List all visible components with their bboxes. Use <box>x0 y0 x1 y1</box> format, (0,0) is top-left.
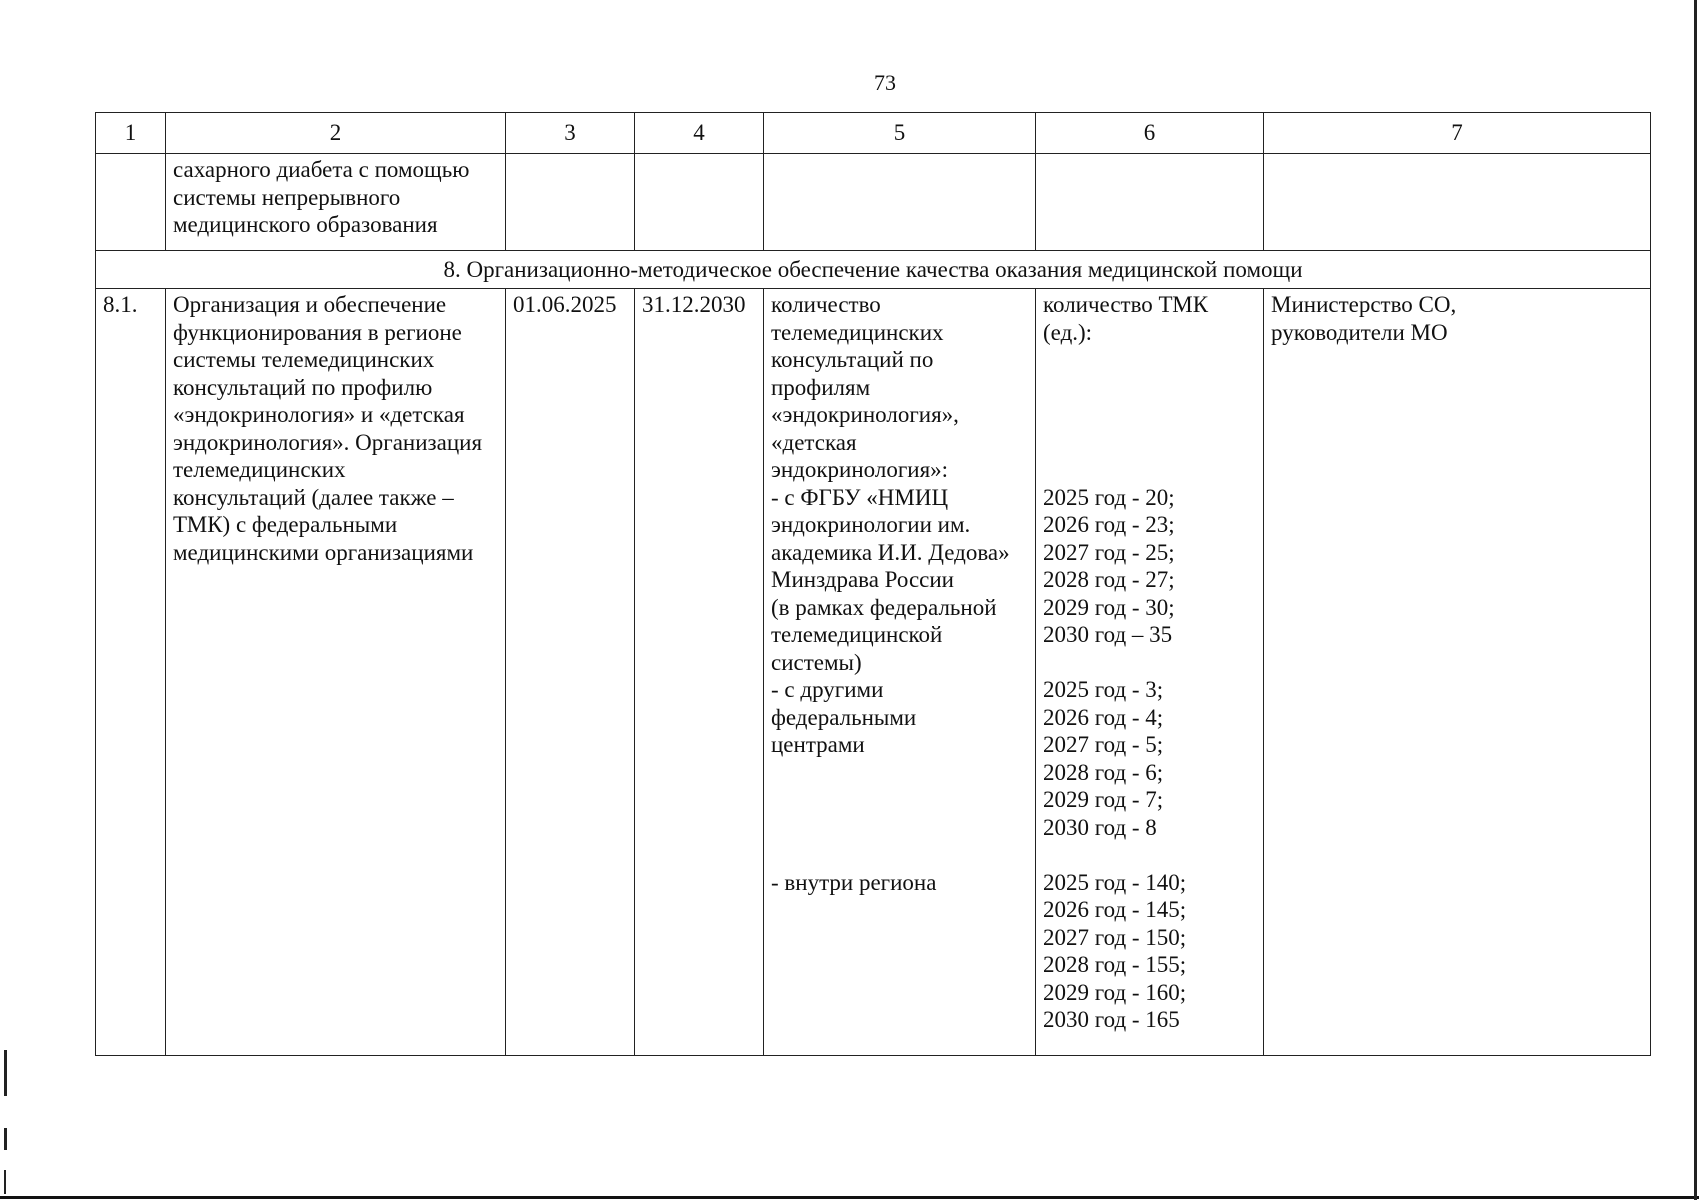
value-other-line: 2025 год - 3; <box>1043 677 1164 702</box>
indicator-federal-line: (в рамках федеральной <box>771 594 997 620</box>
header-col-4: 4 <box>635 113 764 154</box>
description-line: консультаций (далее также – <box>173 484 454 510</box>
indicator-line: телемедицинских <box>771 319 944 345</box>
scan-edge-mark <box>4 1170 6 1194</box>
continuation-number-cell <box>96 154 166 251</box>
indicator-line: эндокринология»: <box>771 457 949 482</box>
item-description-cell <box>166 289 506 1056</box>
continuation-empty-cell <box>506 154 635 251</box>
description-line: функционирования в регионе <box>173 319 462 345</box>
indicator-line: количество <box>771 292 881 317</box>
scan-edge-mark <box>4 1128 7 1150</box>
header-col-7: 7 <box>1264 113 1651 154</box>
item-row <box>96 289 1651 1056</box>
scan-right-edge <box>1694 0 1697 1200</box>
description-line: консультаций по профилю <box>173 374 433 400</box>
continuation-empty-cell <box>1264 154 1651 251</box>
section-row <box>96 251 1651 289</box>
value-other-line: 2026 год - 4; <box>1043 704 1164 730</box>
description-line: медицинскими организациями <box>173 539 474 565</box>
continuation-empty-cell <box>1036 154 1264 251</box>
value-region-line: 2025 год - 140; <box>1043 869 1187 895</box>
description-line: «эндокринология» и «детская <box>173 402 465 427</box>
indicator-federal-line: эндокринологии им. <box>771 512 971 537</box>
indicator-federal-line: - с ФГБУ «НМИЦ <box>771 484 949 510</box>
value-other-line: 2028 год - 6; <box>1043 759 1164 785</box>
value-federal-line: 2027 год - 25; <box>1043 539 1175 565</box>
value-region-line: 2026 год - 145; <box>1043 897 1187 922</box>
item-values-cell <box>1036 289 1264 1056</box>
header-col-5: 5 <box>764 113 1036 154</box>
scan-bottom-edge <box>0 1196 1699 1199</box>
value-other-line: 2030 год - 8 <box>1043 814 1157 840</box>
header-col-2: 2 <box>166 113 506 154</box>
indicator-line: консультаций по <box>771 347 934 372</box>
indicator-line: профилям <box>771 374 871 400</box>
indicator-other-line: федеральными <box>771 704 917 730</box>
indicator-other-line: центрами <box>771 732 865 757</box>
item-start-date: 01.06.2025 <box>506 289 635 1056</box>
value-federal-line: 2028 год - 27; <box>1043 567 1175 592</box>
value-region-line: 2028 год - 155; <box>1043 952 1187 977</box>
value-region-line: 2030 год - 165 <box>1043 1007 1180 1032</box>
description-line: системы телемедицинских <box>173 347 435 372</box>
indicator-region-line: - внутри региона <box>771 869 937 895</box>
value-header-line: количество ТМК <box>1043 292 1209 317</box>
value-federal-line: 2025 год - 20; <box>1043 484 1175 510</box>
header-row <box>96 113 1651 154</box>
value-other-line: 2027 год - 5; <box>1043 732 1164 757</box>
description-line: Организация и обеспечение <box>173 292 447 317</box>
scan-edge-mark <box>4 1050 7 1096</box>
indicator-line: «детская <box>771 429 857 455</box>
indicator-other-line: - с другими <box>771 677 884 702</box>
header-col-3: 3 <box>506 113 635 154</box>
item-end-date: 31.12.2030 <box>635 289 764 1056</box>
header-col-6: 6 <box>1036 113 1264 154</box>
indicator-federal-line: системы) <box>771 649 862 675</box>
header-col-1: 1 <box>96 113 166 154</box>
description-line: телемедицинских <box>173 457 346 482</box>
value-region-line: 2027 год - 150; <box>1043 924 1187 950</box>
value-other-line: 2029 год - 7; <box>1043 787 1164 812</box>
value-federal-line: 2030 год – 35 <box>1043 622 1173 647</box>
indicator-line: «эндокринология», <box>771 402 959 427</box>
indicator-federal-line: академика И.И. Дедова» <box>771 539 1010 565</box>
section-title: 8. Организационно-методическое обеспечение качества оказания медицинской помощи <box>96 251 1651 289</box>
responsible-line: Министерство СО, <box>1271 292 1457 317</box>
item-responsible-cell <box>1264 289 1651 1056</box>
continuation-line: медицинского образования <box>173 212 438 237</box>
value-federal-line: 2026 год - 23; <box>1043 512 1175 537</box>
plan-table <box>95 112 1651 1056</box>
continuation-description-cell <box>166 154 506 251</box>
item-number: 8.1. <box>96 289 166 1056</box>
item-indicator-cell <box>764 289 1036 1056</box>
value-region-line: 2029 год - 160; <box>1043 979 1187 1005</box>
value-header-line: (ед.): <box>1043 319 1093 345</box>
indicator-federal-line: телемедицинской <box>771 622 943 647</box>
description-line: ТМК) с федеральными <box>173 512 398 537</box>
responsible-line: руководители МО <box>1271 319 1448 345</box>
page-number: 73 <box>874 70 896 95</box>
value-federal-line: 2029 год - 30; <box>1043 594 1175 620</box>
indicator-federal-line: Минздрава России <box>771 567 954 592</box>
continuation-line: системы непрерывного <box>173 184 401 210</box>
continuation-empty-cell <box>635 154 764 251</box>
continuation-line: сахарного диабета с помощью <box>173 157 470 182</box>
continuation-empty-cell <box>764 154 1036 251</box>
description-line: эндокринология». Организация <box>173 429 483 455</box>
continuation-row <box>96 154 1651 251</box>
